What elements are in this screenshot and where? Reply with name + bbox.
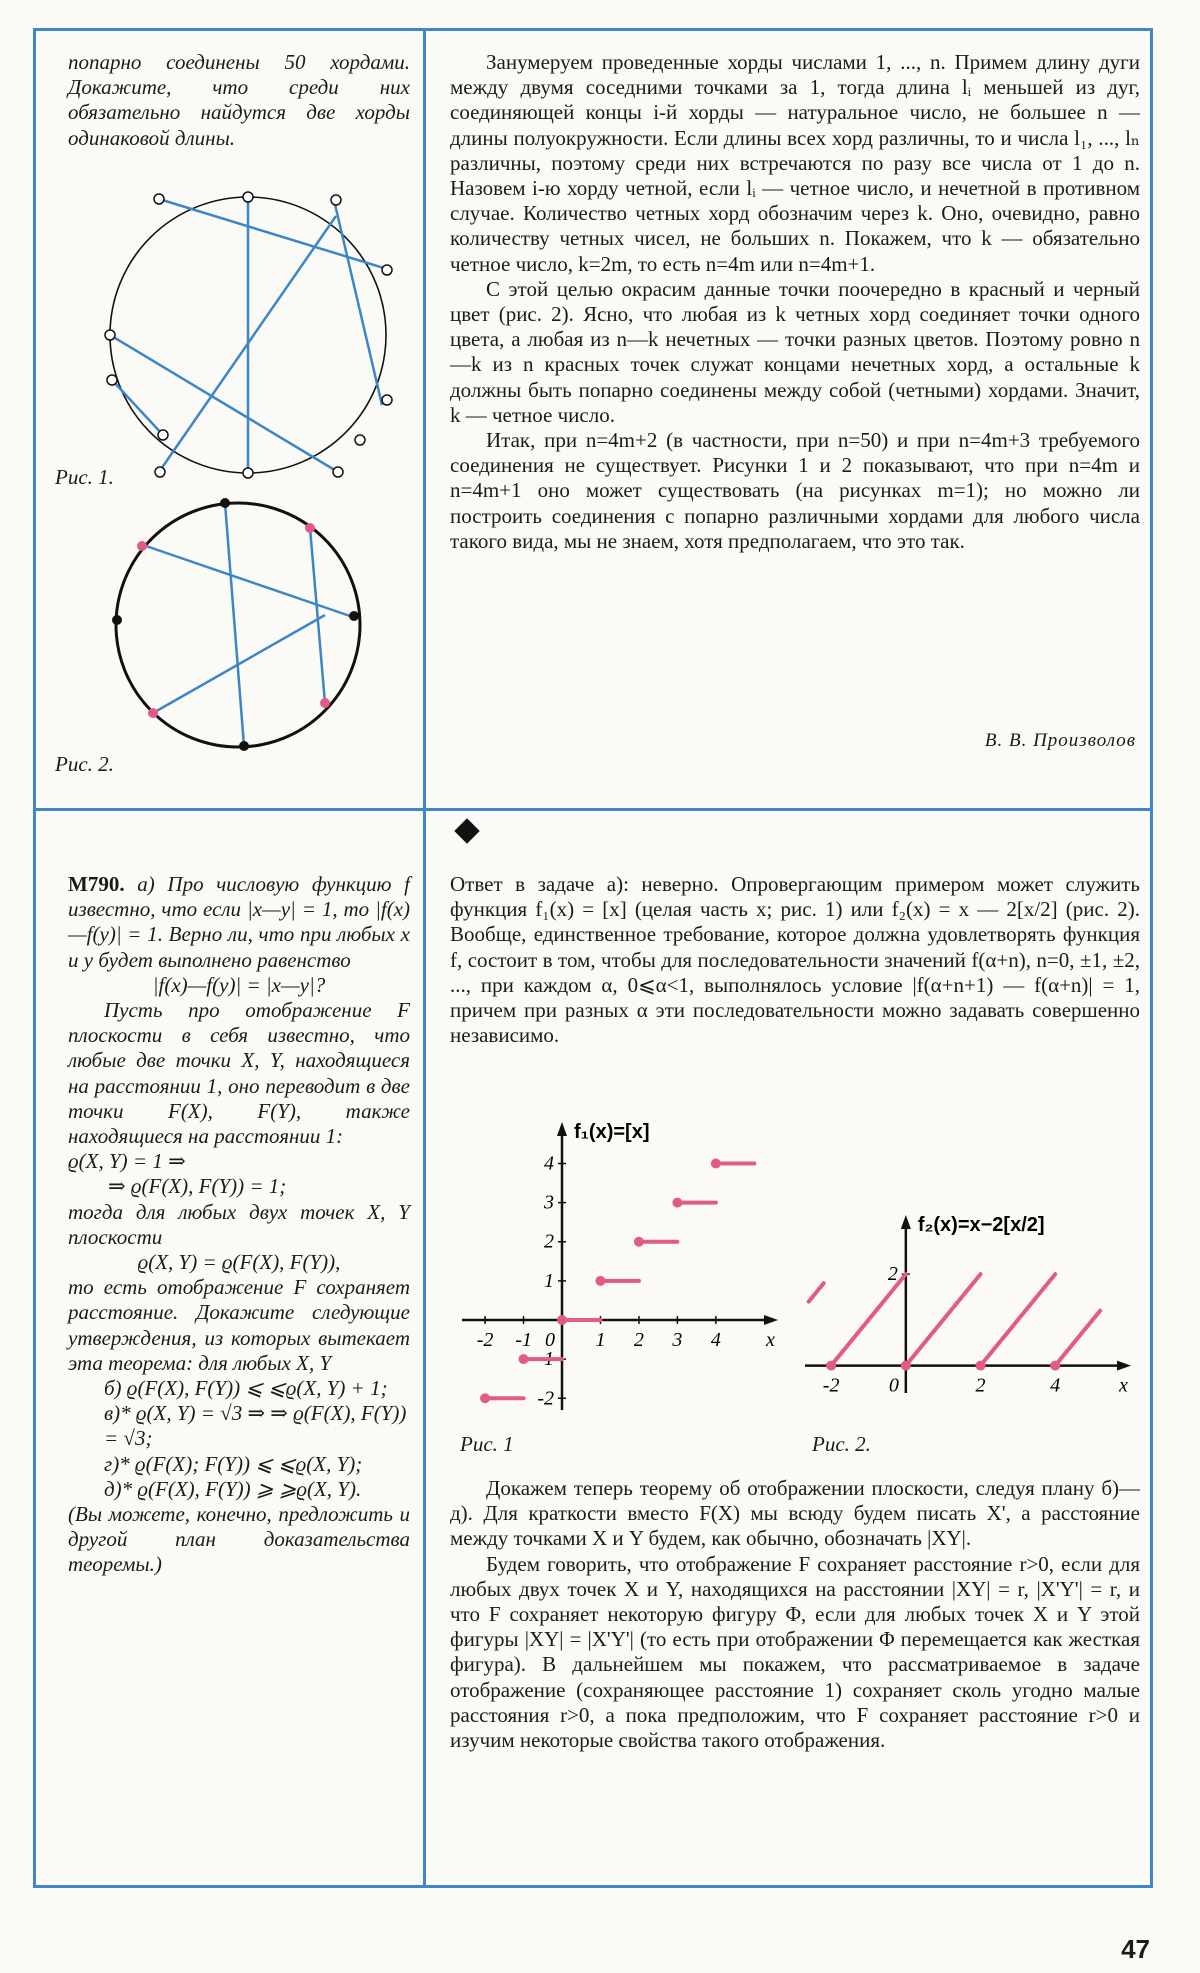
x-tick-label: -2 (476, 1329, 494, 1351)
answer-block (450, 872, 1140, 1048)
problem-m790 (68, 872, 410, 1578)
data-point (672, 1198, 682, 1208)
x-tick-label: 1 (595, 1329, 606, 1351)
x-tick-label: -1 (515, 1329, 532, 1351)
fig2-caption-bottom: Рис. 2. (812, 1432, 871, 1456)
statement-g: г)* ϱ(F(X); F(Y)) ⩽ ⩽ϱ(X, Y); (104, 1451, 363, 1476)
chart-title: f₁(x)=[x] (574, 1121, 650, 1143)
then-text: тогда для любых двух точек X, Y плоскости (68, 1199, 410, 1249)
vertical-divider (423, 28, 426, 1888)
fig1-caption-bottom: Рис. 1 (460, 1432, 514, 1456)
x-axis-arrow (1117, 1361, 1131, 1371)
data-point (711, 1158, 721, 1168)
x-tick-label: 4 (1050, 1374, 1061, 1397)
x-tick-label: 3 (672, 1329, 683, 1351)
solution-paragraph-2: С этой целью окрасим данные точки поочередно в красный и черный цвет (рис. 2). Ясно, что любая из k четных хорд соединяет точки одного цвета, а любая из n—k нечетных — точки разных цветов. Поэтому ровно n—k из n красных точек служат концами нечетных хорд, а остальные k должны быть попарно соединены между собой (четными) хордами. Значит, k — четное число. (450, 276, 1140, 427)
part-a-formula: |f(x)—f(y)| = |x—y|? (152, 972, 326, 997)
fig2-caption-top: Рис. 2. (55, 752, 114, 776)
figure-2-circle (108, 498, 368, 758)
proof-paragraph-2: Будем говорить, что отображение F сохраняет расстояние r>0, если для любых двух точек X и Y, находящихся на расстоянии |XY| = r, |X'Y'| = r, и что F сохраняет некоторую фигуру Φ, если для любых точек X и Y этой фигуры |XY| = |X'Y'| (то есть при отображении Φ перемещается как жесткая фигура). В дальнейшем мы покажем, что рассматриваемое в задаче отображение (сохраняющее расстояние 1) сохраняет сколь угодно малые расстояния r>0, а пока предположим, что F сохраняет расстояние r>0 и изучим некоторые свойства такого отображения. (450, 1551, 1140, 1753)
proof-block (450, 1476, 1140, 1753)
solution-paragraph-1: Занумеруем проведенные хорды числами 1, ..., n. Примем длину дуги между двумя соседними точками за 1, тогда длина lᵢ меньшей из дуг, соединяющей концы i-й хорды — натуральное число, не большее n — длины полуокружности. Если длины всех хорд различны, то и числа l₁, ..., lₙ различны, поэтому среди них встречаются по разу все числа от 1 до n. Назовем i-ю хорду четной, если lᵢ — четное число, и нечетной в противном случае. Количество четных хорд обозначим через k. Оно, очевидно, равно количеству четных чисел, не больших n. Покажем, что k — обязательно четное число, k=2m, то есть n=4m или n=4m+1. (450, 50, 1140, 276)
x-tick-label: 4 (710, 1329, 721, 1351)
y-axis-arrow (901, 1215, 911, 1229)
formula-2: ⇒ ϱ(F(X), F(Y)) = 1; (108, 1174, 287, 1199)
part-a-intro: а) Про числовую функцию f известно, что если |x—y| = 1, то |f(x)—f(y)| = 1. Верно ли, что при любых x и y будет выполнено равенство (68, 872, 410, 972)
data-segment (831, 1274, 906, 1365)
data-segment (1055, 1311, 1100, 1366)
data-segment (906, 1274, 981, 1365)
formula-1: ϱ(X, Y) = 1 ⇒ (68, 1149, 186, 1174)
data-point (901, 1361, 911, 1371)
data-point (634, 1237, 644, 1247)
data-point (1050, 1361, 1060, 1371)
keeps-text: то есть отображение F сохраняет расстояние. Докажите следующие утверждения, из которых вытекает эта теорема: для любых X, Y (68, 1275, 410, 1375)
y-tick-label: -2 (537, 1387, 554, 1410)
author-signature: В. В. Произволов (984, 730, 1136, 751)
chart-title: f₂(x)=x−2[x/2] (917, 1214, 1045, 1236)
y-tick-label: 4 (544, 1152, 554, 1175)
formula-3: ϱ(X, Y) = ϱ(F(X), F(Y)), (137, 1250, 341, 1275)
statement-v: в)* ϱ(X, Y) = √3 ⇒ ⇒ ϱ(F(X), F(Y)) = √3; (104, 1401, 407, 1451)
y-axis-arrow (557, 1122, 567, 1136)
x-tick-label: 2 (975, 1374, 986, 1397)
solution-top (450, 50, 1140, 554)
figure-1-circle (90, 190, 410, 480)
data-point (976, 1361, 986, 1371)
answer-text: Ответ в задаче а): неверно. Опровергающим примером может служить функция f₁(x) = [x] (целая часть x; рис. 1) или f₂(x) = x — 2[x/2] (рис. 2). Вообще, единственное требование, которое должна удовлетворять функция f, состоит в том, чтобы для последовательности значений f(α+n), n=0, ±1, ±2, ..., при каждом α, 0⩽α<1, выполнялось условие |f(α+n+1) — f(α+n)| = 1, причем при разных α эти последовательности можно задавать совершенно независимо. (450, 872, 1140, 1048)
y-tick-label: 2 (544, 1230, 554, 1253)
y-tick-label: -1 (537, 1348, 554, 1371)
data-point (826, 1361, 836, 1371)
note-text: (Вы можете, конечно, предложить и другой план доказательства теоремы.) (68, 1502, 410, 1577)
data-segment (981, 1274, 1056, 1365)
proof-paragraph-1: Докажем теперь теорему об отображении плоскости, следуя плану б)—д). Для краткости вместо F(X) мы всюду будем писать X', а расстояние между точками X и Y будем, как обычно, обозначать |XY|. (450, 1476, 1140, 1551)
solution-paragraph-3: Итак, при n=4m+2 (в частности, при n=50) и при n=4m+3 требуемого соединения не существует. Рисунки 1 и 2 показывают, что при n=4m и n=4m+1 оно может существовать (на рисунках m=1); но можно ли построить соединения с попарно различными хордами для любого числа такого вида, мы не знаем, хотя предполагаем, что это так. (450, 428, 1140, 553)
statement-b: б) ϱ(F(X), F(Y)) ⩽ ⩽ϱ(X, Y) + 1; (104, 1376, 388, 1401)
chart-f1-floor (450, 1112, 790, 1442)
problem-tail: попарно соединены 50 хордами. Докажите, что среди них обязательно найдутся две хорды одинаковой длины. (68, 50, 410, 150)
x-tick-label: 0 (888, 1374, 899, 1397)
x-tick-label: -2 (822, 1374, 840, 1397)
data-point (519, 1354, 529, 1364)
chart-f2-sawtooth (793, 1205, 1153, 1425)
y-tick-label: 1 (544, 1269, 554, 1292)
x-axis-label: x (766, 1329, 775, 1351)
x-tick-label: 2 (633, 1329, 644, 1351)
problem-label: М790. (68, 872, 125, 896)
data-point (557, 1315, 567, 1325)
fig1-caption-top: Рис. 1. (55, 465, 114, 489)
statement-d: д)* ϱ(F(X), F(Y)) ⩾ ⩾ϱ(X, Y). (104, 1476, 362, 1501)
part-b-intro: Пусть про отображение F плоскости в себя известно, что любые две точки X, Y, находящиеся на расстоянии 1, оно переводит в две точки F(X), F(Y), также находящиеся на расстоянии 1: (68, 998, 410, 1149)
x-tick-label: 0 (545, 1329, 555, 1351)
data-point (480, 1393, 490, 1403)
y-tick-label: 3 (544, 1191, 554, 1214)
x-axis-arrow (764, 1315, 778, 1325)
y-tick-label: 2 (887, 1263, 898, 1286)
data-point (595, 1276, 605, 1286)
horizontal-divider (33, 808, 1153, 811)
x-axis-label: x (1119, 1374, 1128, 1397)
data-segment (809, 1283, 824, 1301)
page-number: 47 (1121, 1934, 1150, 1964)
